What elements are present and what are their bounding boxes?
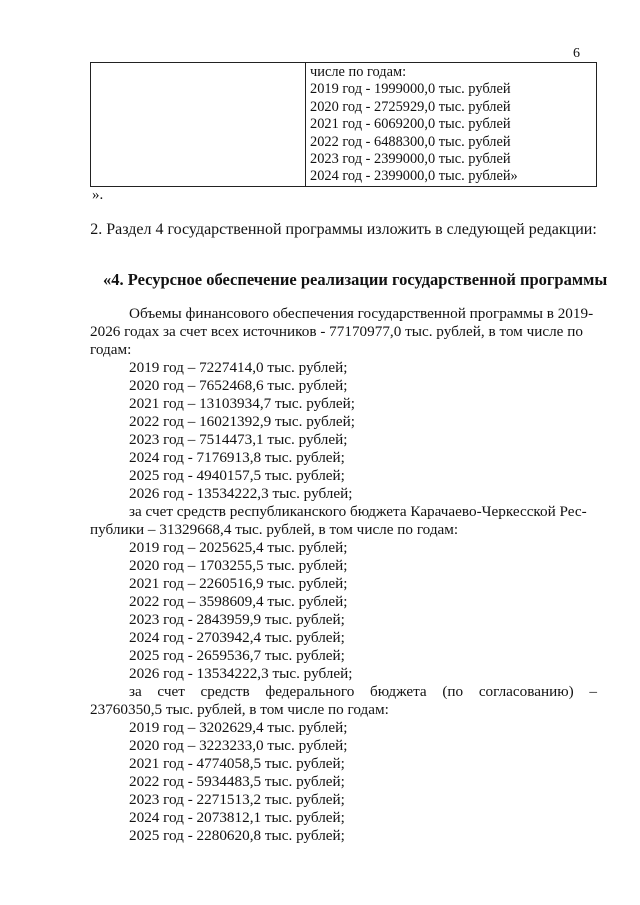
federal-word: согласованию) <box>478 683 574 700</box>
section-change-paragraph: 2. Раздел 4 государственной программы изложить в следующей редакции: <box>90 221 597 238</box>
regional-year-line: 2019 год – 2025625,4 тыс. рублей; <box>129 539 348 556</box>
regional-year-line: 2026 год - 13534222,3 тыс. рублей; <box>129 665 353 682</box>
intro-line: Объемы финансового обеспечения государственной программы в 2019- <box>129 305 594 322</box>
continued-table <box>90 62 597 187</box>
regional-intro-line: публики – 31329668,4 тыс. рублей, в том числе по годам: <box>90 521 459 538</box>
total-year-line: 2024 год - 7176913,8 тыс. рублей; <box>129 449 345 466</box>
closing-quote: ». <box>92 187 104 203</box>
table-line: 2022 год - 6488300,0 тыс. рублей <box>310 133 511 150</box>
table-line: 2024 год - 2399000,0 тыс. рублей» <box>310 168 518 185</box>
table-cell-right <box>306 63 597 187</box>
federal-word: бюджета <box>370 683 427 700</box>
federal-year-line: 2022 год - 5934483,5 тыс. рублей; <box>129 773 345 790</box>
table-line: 2019 год - 1999000,0 тыс. рублей <box>310 81 511 98</box>
regional-year-line: 2020 год – 1703255,5 тыс. рублей; <box>129 557 348 574</box>
section-heading: «4. Ресурсное обеспечение реализации государственной программы <box>103 270 608 289</box>
federal-word: средств <box>200 683 250 700</box>
intro-line: годам: <box>90 341 132 358</box>
total-year-line: 2026 год - 13534222,3 тыс. рублей; <box>129 485 353 502</box>
federal-year-line: 2024 год - 2073812,1 тыс. рублей; <box>129 809 345 826</box>
regional-year-line: 2021 год – 2260516,9 тыс. рублей; <box>129 575 348 592</box>
intro-line: 2026 годах за счет всех источников - 77170977,0 тыс. рублей, в том числе по <box>90 323 583 340</box>
federal-year-line: 2025 год - 2280620,8 тыс. рублей; <box>129 827 345 844</box>
total-year-line: 2020 год – 7652468,6 тыс. рублей; <box>129 377 348 394</box>
federal-year-line: 2020 год – 3223233,0 тыс. рублей; <box>129 737 348 754</box>
table-line: 2020 год - 2725929,0 тыс. рублей <box>310 98 511 115</box>
federal-year-line: 2021 год - 4774058,5 тыс. рублей; <box>129 755 345 772</box>
regional-year-line: 2022 год – 3598609,4 тыс. рублей; <box>129 593 348 610</box>
federal-year-line: 2019 год – 3202629,4 тыс. рублей; <box>129 719 348 736</box>
regional-year-line: 2024 год - 2703942,4 тыс. рублей; <box>129 629 345 646</box>
federal-intro-line <box>129 683 597 701</box>
federal-year-line: 2023 год - 2271513,2 тыс. рублей; <box>129 791 345 808</box>
federal-word: (по <box>442 683 464 700</box>
total-year-line: 2019 год – 7227414,0 тыс. рублей; <box>129 359 348 376</box>
total-year-line: 2022 год – 16021392,9 тыс. рублей; <box>129 413 356 430</box>
federal-word: счет <box>157 683 185 700</box>
page-number: 6 <box>573 46 580 61</box>
table-row <box>91 63 597 187</box>
table-cell-left <box>91 63 306 187</box>
regional-intro-line: за счет средств республиканского бюджета Карачаево-Черкесской Рес- <box>129 503 587 520</box>
federal-intro-line: 23760350,5 тыс. рублей, в том числе по годам: <box>90 701 389 718</box>
total-year-line: 2025 год - 4940157,5 тыс. рублей; <box>129 467 345 484</box>
federal-word: за <box>129 683 142 700</box>
total-year-line: 2023 год – 7514473,1 тыс. рублей; <box>129 431 348 448</box>
federal-word: – <box>589 683 597 700</box>
table-line: 2021 год - 6069200,0 тыс. рублей <box>310 116 511 133</box>
table-line: 2023 год - 2399000,0 тыс. рублей <box>310 151 511 168</box>
regional-year-line: 2023 год - 2843959,9 тыс. рублей; <box>129 611 345 628</box>
regional-year-line: 2025 год - 2659536,7 тыс. рублей; <box>129 647 345 664</box>
table-line: числе по годам: <box>310 64 407 80</box>
total-year-line: 2021 год – 13103934,7 тыс. рублей; <box>129 395 356 412</box>
federal-word: федерального <box>265 683 355 700</box>
